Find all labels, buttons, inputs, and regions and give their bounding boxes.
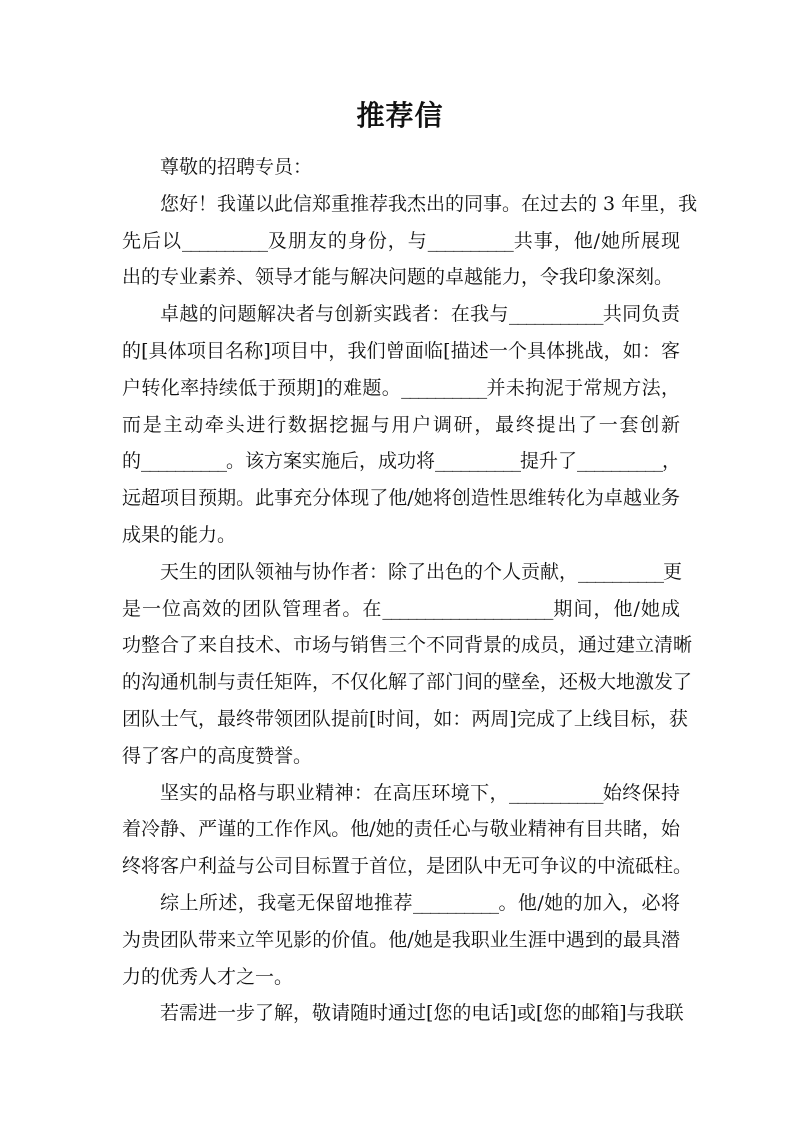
- text-line: [122, 664, 693, 701]
- text-segment: 着冷静、严谨的工作作风。他/她的责任心与敬业精神有目共睹，始: [122, 818, 680, 841]
- text-segment: ，: [662, 450, 682, 473]
- text-line: [122, 885, 680, 922]
- text-segment: 出的专业素养、领导才能与解决问题的卓越能力，令我印象深刻。: [122, 266, 674, 289]
- text-segment: 的沟通机制与责任矩阵，不仅化解了部门间的壁垒，还极大地激发了: [122, 671, 693, 694]
- text-segment: 共同负责: [602, 303, 680, 326]
- text-segment: 并未拘泥于常规方法，: [486, 376, 680, 399]
- text-line: [122, 738, 680, 775]
- letter-body: [122, 149, 698, 1032]
- text-segment: 您好！我谨以此信郑重推荐我杰出的同事。在过去的 3 年里，我: [160, 192, 698, 215]
- text-segment: 先后以: [122, 229, 182, 252]
- fill-in-blank[interactable]: __________: [141, 450, 227, 473]
- fill-in-blank[interactable]: ____________________: [382, 597, 553, 620]
- text-segment: 功整合了来自技术、市场与销售三个不同背景的成员，通过建立清晰: [122, 634, 693, 657]
- text-segment: 期间，他/她成: [552, 597, 680, 620]
- text-segment: 。该方案实施后，成功将: [226, 450, 436, 473]
- text-line: [122, 296, 680, 333]
- text-segment: 为贵团队带来立竿见影的价值。他/她是我职业生涯中遇到的最具潜: [122, 928, 680, 951]
- fill-in-blank[interactable]: __________: [412, 891, 498, 914]
- text-segment: 尊敬的招聘专员：: [160, 156, 313, 178]
- text-segment: 而是主动牵头进行数据挖掘与用户调研，最终提出了一套创新: [122, 413, 680, 436]
- text-line: [122, 591, 680, 628]
- text-line: [122, 333, 680, 370]
- text-segment: 坚实的品格与职业精神：在高压环境下，: [160, 781, 509, 804]
- fill-in-blank[interactable]: ___________: [508, 303, 603, 326]
- text-segment: 的: [122, 450, 142, 473]
- fill-in-blank[interactable]: __________: [427, 229, 513, 252]
- fill-in-blank[interactable]: __________: [578, 560, 664, 583]
- paragraph-contact: [122, 995, 684, 1032]
- text-segment: 成果的能力。: [122, 523, 237, 546]
- text-line: [122, 407, 680, 444]
- text-line: [122, 554, 683, 591]
- text-line: [122, 922, 680, 959]
- text-segment: 。他/她的加入，必将: [497, 891, 680, 914]
- text-segment: 天生的团队领袖与协作者：除了出色的个人贡献，: [160, 560, 579, 583]
- text-segment: 远超项目预期。此事充分体现了他/她将创造性思维转化为卓越业务: [122, 487, 680, 510]
- fill-in-blank[interactable]: ___________: [508, 781, 603, 804]
- text-line: [122, 627, 693, 664]
- fill-in-blank[interactable]: __________: [577, 450, 663, 473]
- text-segment: 力的优秀人才之一。: [122, 965, 294, 988]
- text-line: [122, 443, 680, 480]
- text-segment: 若需进一步了解，敬请随时通过[您的电话]或[您的邮箱]与我联: [160, 1002, 684, 1025]
- text-line: [122, 259, 680, 296]
- text-segment: 的[具体项目名称]项目中，我们曾面临[描述一个具体挑战，如：客: [122, 339, 680, 362]
- paragraph-problem-solver: [122, 296, 680, 554]
- text-segment: 综上所述，我毫无保留地推荐: [160, 891, 413, 914]
- text-segment: 团队士气，最终带领团队提前[时间，如：两周]完成了上线目标，获: [122, 707, 688, 730]
- text-line: [122, 186, 698, 223]
- paragraph-team-leader: [122, 554, 693, 775]
- text-segment: 提升了: [520, 450, 578, 473]
- text-line: [122, 701, 688, 738]
- text-segment: 始终保持: [602, 781, 680, 804]
- text-line: [122, 370, 680, 407]
- text-line: [122, 995, 684, 1032]
- text-segment: 共事，他/她所展现: [512, 229, 680, 252]
- paragraph-salutation: [122, 149, 680, 186]
- text-segment: 得了客户的高度赞誉。: [122, 744, 313, 767]
- letter-title: 推荐信: [356, 99, 444, 132]
- fill-in-blank[interactable]: __________: [435, 450, 521, 473]
- paragraph-character: [122, 775, 693, 885]
- text-segment: 及朋友的身份，与: [266, 229, 428, 252]
- text-line: [122, 223, 680, 260]
- text-segment: 户转化率持续低于预期]的难题。: [122, 376, 402, 399]
- fill-in-blank[interactable]: __________: [181, 229, 267, 252]
- text-line: [122, 848, 693, 885]
- text-line: [122, 959, 680, 996]
- paragraph-intro: [122, 186, 698, 296]
- text-segment: 终将客户利益与公司目标置于首位，是团队中无可争议的中流砥柱。: [122, 855, 693, 878]
- paragraph-conclusion: [122, 885, 680, 995]
- text-segment: 是一位高效的团队管理者。在: [122, 597, 383, 620]
- text-segment: 更: [663, 560, 683, 583]
- text-segment: 卓越的问题解决者与创新实践者：在我与: [160, 303, 509, 326]
- text-line: [122, 517, 680, 554]
- fill-in-blank[interactable]: __________: [401, 376, 487, 399]
- text-line: [122, 811, 680, 848]
- text-line: [122, 775, 680, 812]
- text-line: [122, 480, 680, 517]
- text-line: [122, 149, 680, 186]
